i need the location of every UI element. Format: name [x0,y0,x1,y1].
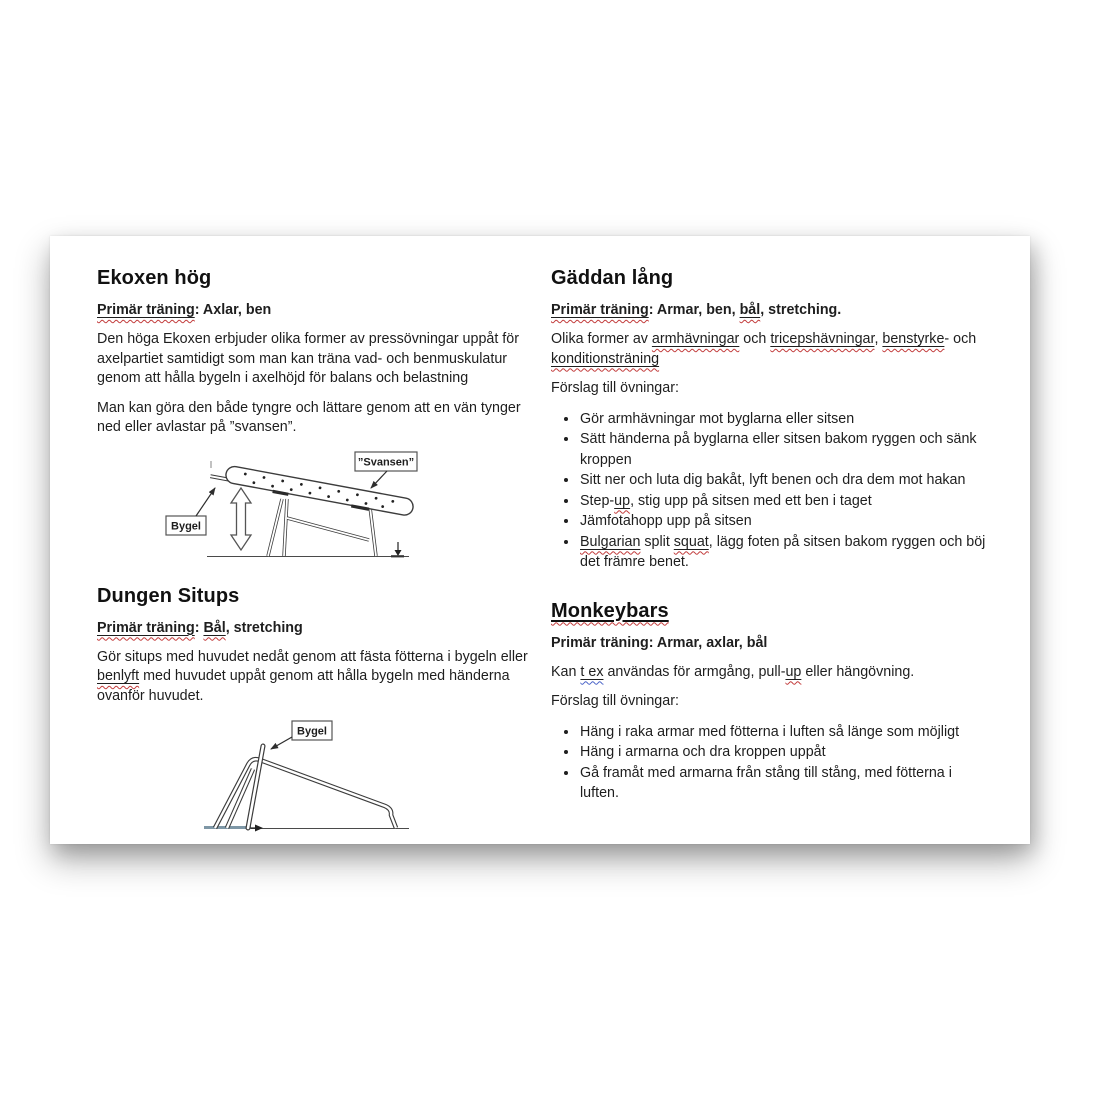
list-item: • Jämfotahopp upp på sitsen [579,511,993,532]
section-heading-monkeybars: Monkeybars [551,599,669,622]
page-content [50,236,1030,838]
section-ekoxen-hog [97,266,537,568]
bygel-arrow [196,488,215,516]
section-monkeybars [551,599,993,804]
section-heading-ekoxen: Ekoxen hög [97,267,212,289]
svansen-arrow [371,471,387,488]
primary-training-line: Primär träning: Bål, stretching [97,619,303,636]
list-item: • Häng i armarna och dra kroppen uppåt [579,742,993,763]
document-page [50,236,1030,844]
paragraph: Gör situps med huvudet nedåt genom att fästa fötterna i bygeln eller benlyft med huvudet uppåt genom att hålla bygeln med händerna ovanför huvudet. [97,648,528,704]
left-column [97,266,537,838]
section-dungen-situps [97,584,537,839]
exercise-list [551,409,993,573]
label-svansen-text: ”Svansen” [357,456,415,468]
list-item: • Sitt ner och luta dig bakåt, lyft benen och dra dem mot hakan [579,470,993,491]
figure-ekoxen-diagram [99,450,537,568]
label-bygel-text: Bygel [171,520,201,532]
list-item: • Step-up, stig upp på sitsen med ett ben i taget [579,491,993,512]
exercise-list [551,722,993,804]
anchor-mark [391,542,404,557]
label-bygel [166,488,215,535]
bygel-arrow [271,737,292,749]
paragraph: Den höga Ekoxen erbjuder olika former av pressövningar uppåt för axelpartiet samtidigt som man kan träna vad- och benmuskulatur genom att hålla bygeln i axelhöjd för balans och belastning [97,331,519,386]
label-svansen [355,452,417,488]
label-bygel-text: Bygel [297,725,327,738]
primary-training-line: Primär träning: Armar, axlar, bål [551,634,768,651]
figure-dungen-diagram [99,716,537,838]
situp-bench-drawing [99,716,519,838]
section-heading-dungen: Dungen Situps [97,584,240,607]
label-bygel [271,721,332,749]
list-item: • Gör armhävningar mot byglarna eller sitsen [579,409,993,430]
paragraph: Kan t ex användas för armgång, pull-up eller hängövning. [551,663,915,680]
primary-training-line: Primär träning: Axlar, ben [97,302,272,318]
list-item: • Gå framåt med armarna från stång till stång, med fötterna i luften. [579,763,993,804]
section-heading-gaddan: Gäddan lång [551,267,674,289]
paragraph: Förslag till övningar: [551,693,679,709]
primary-training-line: Primär träning: Armar, ben, bål, stretching. [551,302,842,318]
paragraph: Man kan göra den både tyngre och lättare genom att en vän tynger ned eller avlastar på ”svansen”. [97,399,521,435]
right-column [551,266,993,838]
list-item: • Sätt händerna på byglarna eller sitsen bakom ryggen och sänk kroppen [579,429,993,470]
paragraph: Olika former av armhävningar och tricepshävningar, benstyrke- och konditionsträning [551,331,977,367]
paragraph: Förslag till övningar: [551,380,679,396]
height-double-arrow-icon [231,488,251,550]
list-item: • Bulgarian split squat, lägg foten på sitsen bakom ryggen och böj det främre benet. [579,532,993,573]
list-item: • Häng i raka armar med fötterna i luften så länge som möjligt [579,722,993,743]
ekoxen-bench-drawing [99,450,519,568]
section-gaddan-lang [551,266,993,573]
